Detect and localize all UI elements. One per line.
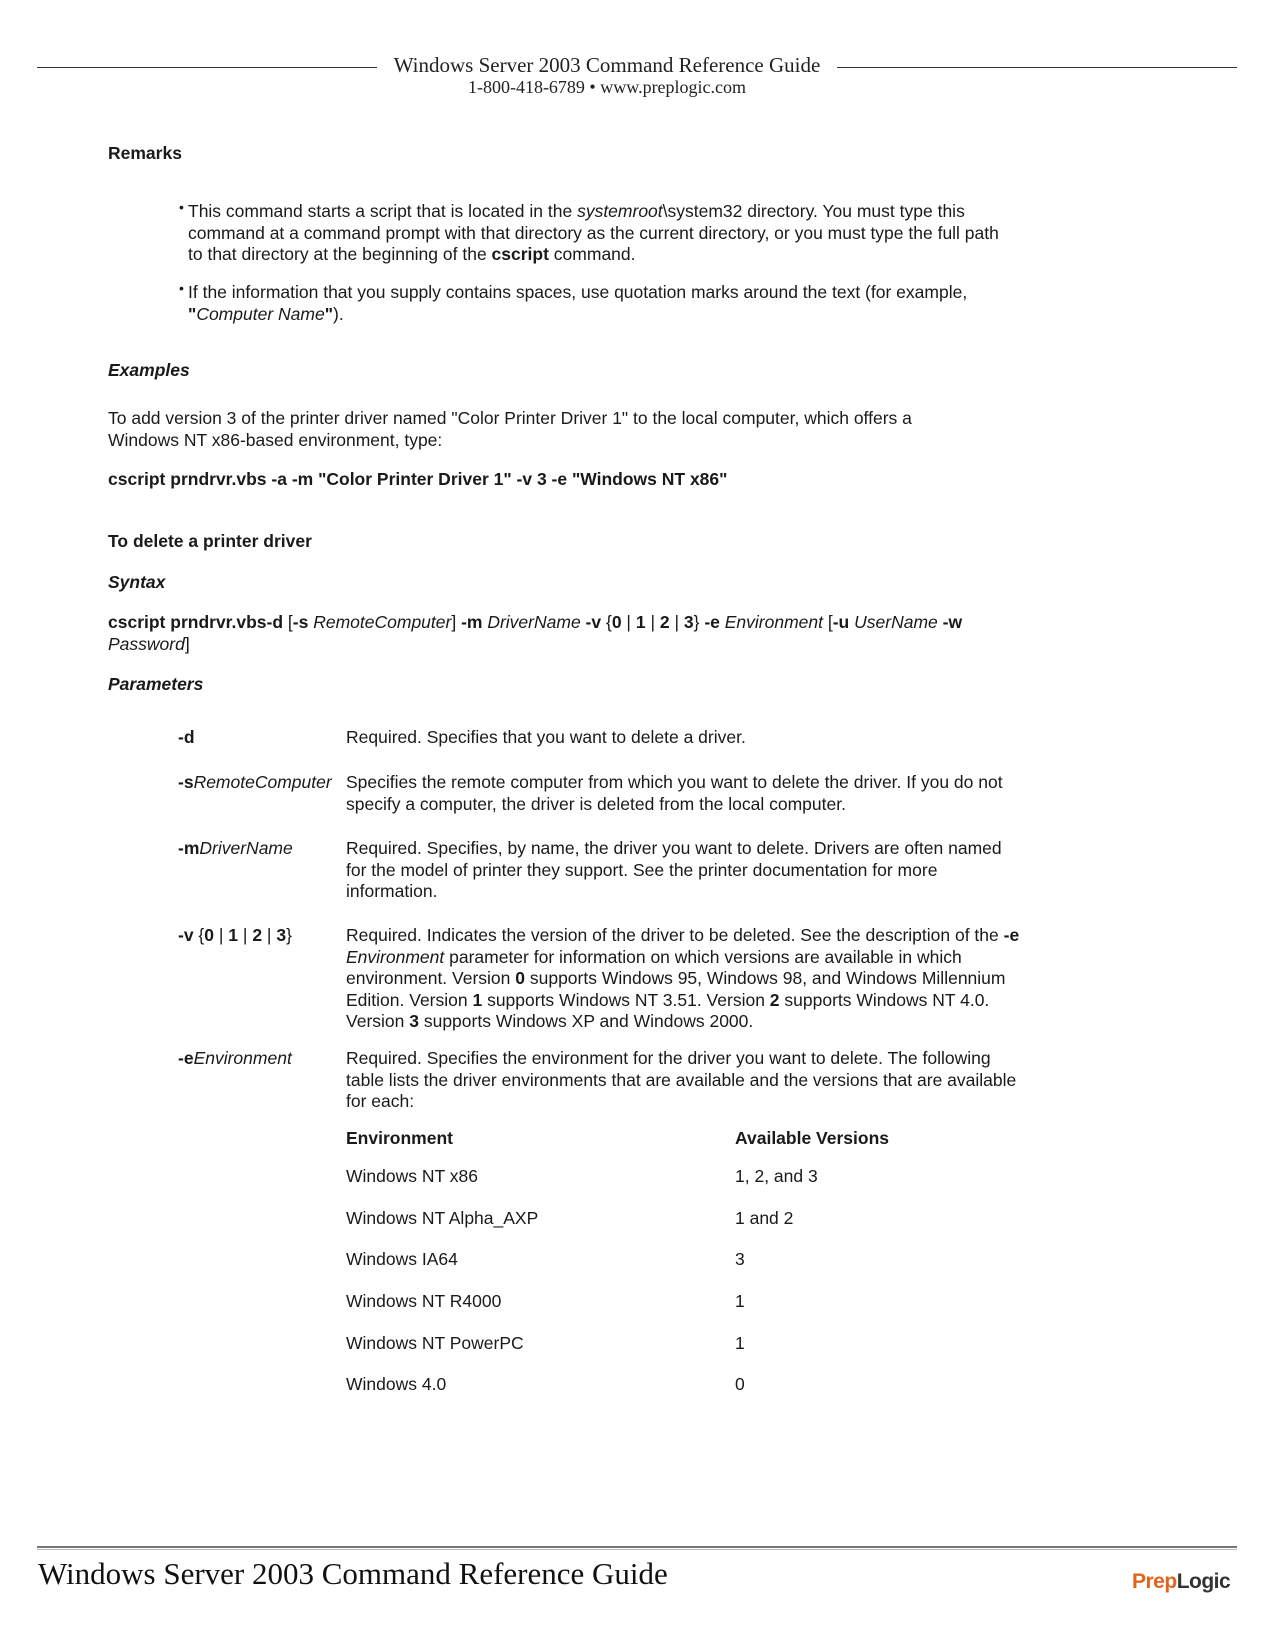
- env-table-cell-versions: 1: [735, 1333, 745, 1353]
- env-table-cell-environment: Windows NT R4000: [346, 1291, 502, 1311]
- param-e-name: -eEnvironment: [178, 1048, 292, 1068]
- env-table-cell-versions: 3: [735, 1249, 745, 1269]
- syntax-line: cscript prndrvr.vbs-d [-s RemoteComputer] -m DriverName -v {0 | 1 | 2 | 3} -e Environment [-u UserName -w Password]: [108, 612, 963, 654]
- header-title: Windows Server 2003 Command Reference Guide: [393, 53, 821, 77]
- syntax-heading: Syntax: [108, 572, 166, 592]
- delete-heading: To delete a printer driver: [108, 531, 312, 551]
- footer-rule: [37, 1546, 1237, 1548]
- examples-heading: Examples: [108, 360, 190, 380]
- env-table-cell-environment: Windows NT PowerPC: [346, 1333, 524, 1353]
- env-table-cell-versions: 1: [735, 1291, 745, 1311]
- param-d-name: -d: [178, 727, 195, 747]
- env-table-cell-versions: 0: [735, 1374, 745, 1394]
- param-v-desc: Required. Indicates the version of the driver to be deleted. See the description of the -e Environment parameter for information on which versions are available in which environment. Version 0 supports Windows 95, Windows 98, and Windows Millennium Edition. Version 1 supports Windows NT 3.51. Version 2 supports Windows NT 4.0. Version 3 supports Windows XP and Windows 2000.: [346, 925, 1020, 1031]
- env-table-header-environment: Environment: [346, 1128, 453, 1148]
- remarks-bullet-1: This command starts a script that is located in the systemroot\system32 directory. You must type this command at a command prompt with that directory as the current directory, or you must type the full path to that directory at the beginning of the cscript command.: [188, 201, 999, 264]
- env-table-cell-versions: 1 and 2: [735, 1208, 794, 1228]
- footer-title: Windows Server 2003 Command Reference Guide: [38, 1556, 668, 1591]
- footer-rule-shadow: [37, 1549, 1237, 1550]
- env-table-header-versions: Available Versions: [735, 1128, 890, 1148]
- parameters-heading: Parameters: [108, 674, 204, 694]
- env-table-cell-environment: Windows IA64: [346, 1249, 458, 1269]
- param-s-name: -sRemoteComputer: [178, 772, 332, 792]
- env-table-cell-versions: 1, 2, and 3: [735, 1166, 818, 1186]
- env-table-cell-environment: Windows NT x86: [346, 1166, 478, 1186]
- param-d-desc: Required. Specifies that you want to delete a driver.: [346, 727, 746, 747]
- bullet-icon: •: [179, 199, 184, 215]
- examples-description: To add version 3 of the printer driver named "Color Printer Driver 1" to the local computer, which offers a Windows NT x86-based environment, type:: [108, 408, 912, 450]
- param-e-desc: Required. Specifies the environment for the driver you want to delete. The following table lists the driver environments that are available and the versions that are available for each:: [346, 1048, 1017, 1111]
- remarks-bullet-2: If the information that you supply contains spaces, use quotation marks around the text (for example, "Computer Name").: [188, 282, 968, 324]
- preplogic-logo: PrepLogic: [1132, 1570, 1231, 1593]
- param-v-name: -v {0 | 1 | 2 | 3}: [178, 925, 292, 945]
- example-command: cscript prndrvr.vbs -a -m "Color Printer Driver 1" -v 3 -e "Windows NT x86": [108, 469, 728, 489]
- param-m-desc: Required. Specifies, by name, the driver you want to delete. Drivers are often named for the model of printer they support. See the printer documentation for more information.: [346, 838, 1002, 901]
- env-table-cell-environment: Windows 4.0: [346, 1374, 447, 1394]
- remarks-heading: Remarks: [108, 143, 182, 163]
- param-m-name: -mDriverName: [178, 838, 293, 858]
- header-contact: 1-800-418-6789 • www.preplogic.com: [467, 77, 747, 97]
- param-s-desc: Specifies the remote computer from which you want to delete the driver. If you do not specify a computer, the driver is deleted from the local computer.: [346, 772, 1003, 814]
- bullet-icon: •: [179, 280, 184, 296]
- env-table-cell-environment: Windows NT Alpha_AXP: [346, 1208, 539, 1228]
